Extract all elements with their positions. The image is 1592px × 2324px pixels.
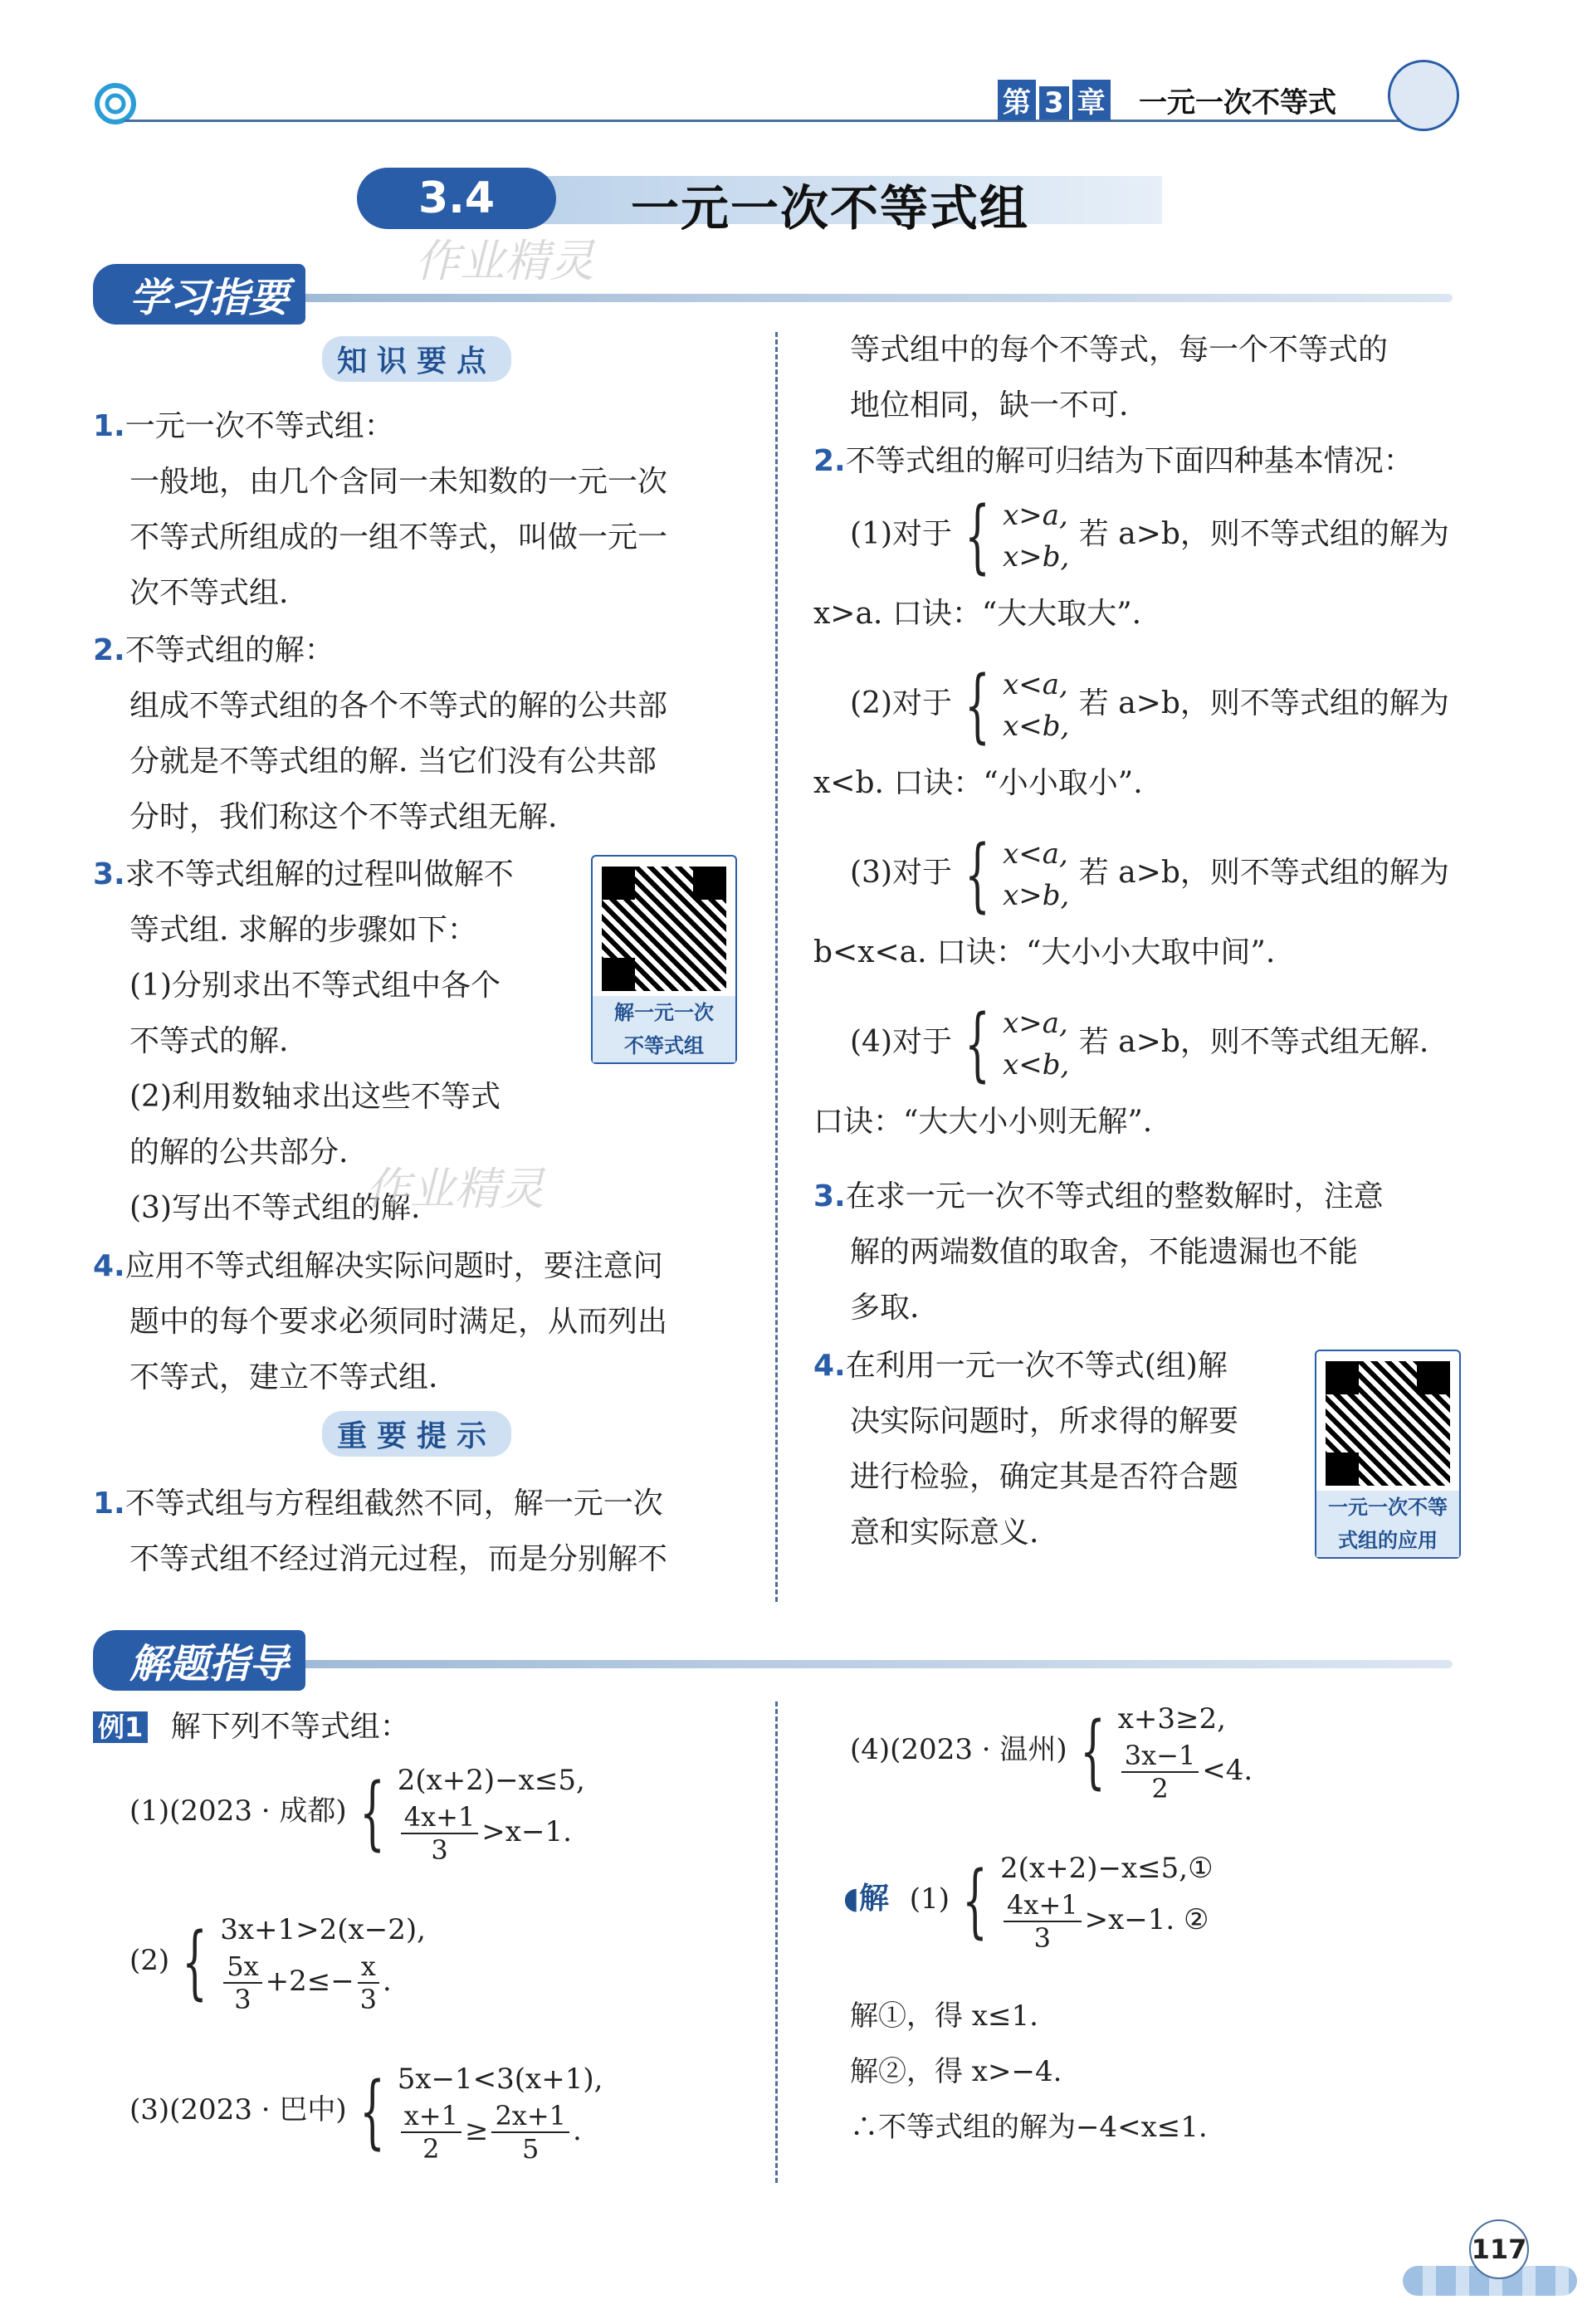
numerator: 5x	[223, 1950, 261, 1984]
problem-label: (3)(2023 · 巴中)	[129, 2093, 347, 2126]
item-number: 3.	[93, 857, 125, 891]
example-header	[93, 1703, 410, 1745]
numerator: 2x+1	[491, 2100, 569, 2133]
denominator: 3	[359, 1984, 377, 2015]
item-line: 不等式的解.	[129, 1024, 289, 1058]
system-top: x+3≥2,	[1117, 1702, 1226, 1736]
system-mid: ≥	[464, 2114, 489, 2147]
case-top: x>a,	[1003, 499, 1068, 532]
denominator: 2	[1151, 1773, 1169, 1804]
case-top: x<a,	[1003, 668, 1068, 701]
solution-marker-icon: ◖	[843, 1882, 859, 1916]
watermark: 作业精灵	[415, 235, 594, 287]
publisher-logo-icon	[1388, 60, 1459, 131]
case-label: (2)对于	[850, 686, 952, 720]
problem-label: (2)	[129, 1944, 170, 1977]
system-rest: >x−1. ②	[1084, 1903, 1209, 1936]
tip-item-4	[813, 1338, 1311, 1560]
brace: {	[182, 1916, 208, 2009]
item-line: 进行检验，确定其是否符合题	[850, 1460, 1239, 1494]
fraction	[1121, 1740, 1199, 1804]
column-separator	[775, 1702, 778, 2183]
fraction	[358, 1950, 379, 2015]
numerator: 4x+1	[401, 1801, 479, 1834]
knowledge-points-title: 知识要点	[322, 336, 511, 382]
brace: {	[964, 659, 990, 752]
item-line: 地位相同，缺一不可.	[850, 388, 1129, 422]
numerator: 3x−1	[1121, 1740, 1199, 1773]
knowledge-item-1	[93, 398, 749, 621]
solution-step: 解②，得 x>−4.	[850, 2055, 1062, 2088]
problem-label: (1)(2023 · 成都)	[129, 1794, 347, 1828]
solution-system	[1000, 1848, 1214, 1954]
item-line: 不等式组不经过消元过程，而是分别解不	[129, 1542, 668, 1576]
brace: {	[359, 1766, 385, 1859]
item-line: 分时，我们称这个不等式组无解.	[129, 800, 558, 834]
qr-caption-line: 不等式组	[624, 1034, 704, 1057]
item-number: 4.	[813, 1349, 846, 1383]
study-bar-title: 学习指要	[93, 264, 305, 325]
item-heading: 一元一次不等式组：	[125, 409, 394, 443]
section-title: 一元一次不等式组	[631, 180, 1030, 237]
problem-system	[398, 1760, 585, 1866]
denominator: 2	[422, 2133, 440, 2165]
tip-item-1	[93, 1476, 749, 1587]
section-number: 3.4	[357, 168, 556, 229]
case-result: x<b. 口诀：“小小取小”.	[813, 766, 1143, 800]
qr-caption	[1316, 1491, 1459, 1557]
case-system	[1003, 1003, 1069, 1086]
system-mid: +2≤−	[265, 1965, 354, 1998]
item-line: 不等式，建立不等式组.	[129, 1360, 438, 1394]
brace: {	[964, 828, 990, 921]
fraction	[491, 2100, 569, 2165]
system-end: .	[382, 1965, 392, 1998]
case-condition: 若 a>b，则不等式组的解为	[1078, 686, 1449, 720]
item-number: 1.	[93, 1487, 125, 1521]
item-number: 4.	[93, 1249, 125, 1283]
denominator: 3	[431, 1834, 448, 1866]
item-body	[93, 678, 749, 845]
item-line: 不等式所组成的一组不等式，叫做一元一	[129, 520, 668, 554]
problem-label: (4)(2023 · 温州)	[850, 1733, 1067, 1766]
item-number: 1.	[93, 409, 125, 443]
case-label: (1)对于	[850, 517, 952, 551]
example-tag: 例1	[93, 1711, 148, 1743]
system-top: 5x−1<3(x+1),	[397, 2063, 603, 2096]
column-separator	[775, 332, 778, 1602]
watermark: 作业精灵	[365, 1163, 545, 1215]
item-line: 等式组中的每个不等式，每一个不等式的	[850, 333, 1389, 367]
qr-code-icon[interactable]	[602, 867, 726, 991]
case-condition: 若 a>b，则不等式组无解.	[1078, 1025, 1429, 1059]
qr-code-card-2[interactable]	[1315, 1350, 1461, 1559]
problem-system	[398, 2058, 603, 2165]
page-number: 117	[1469, 2219, 1529, 2279]
item-body	[93, 454, 749, 621]
item-line: 多取.	[850, 1291, 920, 1325]
knowledge-item-4	[93, 1238, 749, 1405]
case-bottom: x>b,	[1003, 879, 1070, 912]
item-number: 2.	[93, 633, 125, 667]
solution-step: ∴不等式组的解为−4<x≤1.	[850, 2111, 1208, 2144]
item-line: (1)分别求出不等式组中各个	[129, 969, 501, 1003]
item-line: 应用不等式组解决实际问题时，要注意问	[125, 1249, 663, 1283]
case-result: b<x<a. 口诀：“大小小大取中间”.	[813, 935, 1276, 969]
fraction	[401, 1801, 479, 1866]
knowledge-item-2	[93, 622, 749, 845]
case-top: x>a,	[1003, 1007, 1068, 1040]
item-body	[93, 1294, 749, 1405]
item-line: 决实际问题时，所求得的解要	[850, 1404, 1239, 1438]
important-tips-title: 重要提示	[322, 1411, 511, 1457]
solution-tag	[843, 1882, 889, 1916]
item-line: 意和实际意义.	[850, 1516, 1039, 1550]
fraction	[223, 1950, 261, 2015]
brace: {	[359, 2065, 385, 2158]
solution-step: 解①，得 x≤1.	[850, 1999, 1038, 2033]
fraction	[1004, 1889, 1082, 1954]
brace: {	[1079, 1705, 1106, 1798]
case-3	[813, 828, 1481, 1003]
study-bar-line	[282, 294, 1453, 302]
chapter-suffix: 章	[1072, 80, 1111, 120]
solution-steps	[850, 1989, 1208, 2156]
case-top: x<a,	[1003, 837, 1068, 871]
item-line: (3)写出不等式组的解.	[129, 1191, 421, 1225]
case-condition: 若 a>b，则不等式组的解为	[1078, 517, 1449, 551]
problem-system	[1118, 1698, 1253, 1804]
case-4	[813, 998, 1481, 1172]
case-label: (3)对于	[850, 856, 952, 890]
example-prompt: 解下列不等式组：	[170, 1710, 410, 1744]
chapter-badge	[996, 80, 1112, 120]
chapter-number: 3	[1039, 86, 1069, 120]
case-bottom: x<b,	[1003, 710, 1070, 743]
system-top: 3x+1>2(x−2),	[220, 1913, 426, 1946]
system-end: .	[573, 2114, 582, 2147]
item-heading: 不等式组的解：	[125, 633, 335, 667]
solve-bar-line	[282, 1660, 1453, 1668]
numerator: 4x+1	[1004, 1889, 1082, 1922]
brace: {	[964, 998, 990, 1091]
tip-item-3	[813, 1169, 1477, 1335]
system-rest: >x−1.	[481, 1815, 572, 1848]
case-system	[1003, 495, 1069, 578]
solution-label: 解	[858, 1882, 889, 1916]
case-list	[813, 490, 1481, 1172]
tip-item-1-continued	[813, 322, 1477, 433]
denominator: 5	[522, 2133, 540, 2165]
problem-4	[850, 1698, 1253, 1804]
qr-code-icon[interactable]	[1326, 1361, 1450, 1486]
chapter-prefix: 第	[998, 80, 1036, 120]
brace: {	[962, 1854, 988, 1947]
case-system	[1003, 664, 1069, 747]
item-line: 题中的每个要求必须同时满足，从而列出	[129, 1305, 668, 1339]
item-line: 等式组. 求解的步骤如下：	[129, 913, 477, 947]
numerator: x	[358, 1950, 379, 1984]
qr-caption	[593, 996, 735, 1062]
item-line: 在利用一元一次不等式(组)解	[845, 1349, 1228, 1383]
item-number: 2.	[813, 444, 846, 478]
item-line: (2)利用数轴求出这些不等式	[129, 1080, 501, 1114]
item-line: 一般地，由几个含同一未知数的一元一次	[129, 465, 668, 499]
case-system	[1003, 833, 1069, 916]
fraction	[401, 2100, 461, 2165]
chapter-title: 一元一次不等式	[1139, 86, 1336, 120]
system-top: 2(x+2)−x≤5,	[397, 1764, 585, 1797]
qr-caption-line: 解一元一次	[614, 1001, 714, 1024]
item-line: 次不等式组.	[129, 576, 289, 610]
case-bottom: x<b,	[1003, 1048, 1070, 1081]
item-line: 的解的公共部分.	[129, 1135, 349, 1169]
solution-part-label: (1)	[909, 1882, 950, 1916]
item-line: 不等式组与方程组截然不同，解一元一次	[125, 1487, 663, 1521]
item-line: 分就是不等式组的解. 当它们没有公共部	[129, 745, 657, 779]
item-line: 组成不等式组的各个不等式的解的公共部	[129, 689, 668, 723]
case-label: (4)对于	[850, 1025, 952, 1059]
item-line: 解的两端数值的取舍，不能遗漏也不能	[850, 1235, 1359, 1269]
qr-caption-line: 一元一次不等	[1328, 1496, 1448, 1519]
system-top: 2(x+2)−x≤5,①	[1000, 1852, 1214, 1885]
solve-bar-title: 解题指导	[93, 1630, 305, 1691]
case-bottom: x>b,	[1003, 540, 1070, 574]
system-rest: <4.	[1202, 1754, 1253, 1787]
case-1	[813, 490, 1481, 664]
case-result: x>a. 口诀：“大大取大”.	[813, 597, 1142, 631]
qr-caption-line: 式组的应用	[1338, 1529, 1438, 1552]
solution	[843, 1848, 1214, 1954]
case-condition: 若 a>b，则不等式组的解为	[1078, 856, 1449, 890]
numerator: x+1	[401, 2100, 461, 2133]
problem-3	[129, 2058, 603, 2165]
brace: {	[964, 490, 990, 583]
problem-system	[220, 1909, 426, 2015]
case-2	[813, 659, 1481, 833]
tip-item-2	[813, 433, 1477, 489]
item-line: 在求一元一次不等式组的整数解时，注意	[845, 1179, 1384, 1213]
problem-1	[129, 1760, 585, 1866]
problem-2	[129, 1909, 426, 2015]
case-result: 口诀：“大大小小则无解”.	[813, 1105, 1153, 1139]
denominator: 3	[1033, 1922, 1052, 1954]
qr-code-card-1[interactable]	[591, 855, 737, 1064]
item-line: 求不等式组解的过程叫做解不	[125, 857, 514, 891]
item-heading: 不等式组的解可归结为下面四种基本情况：	[845, 444, 1414, 478]
item-number: 3.	[813, 1179, 846, 1213]
denominator: 3	[234, 1984, 251, 2015]
